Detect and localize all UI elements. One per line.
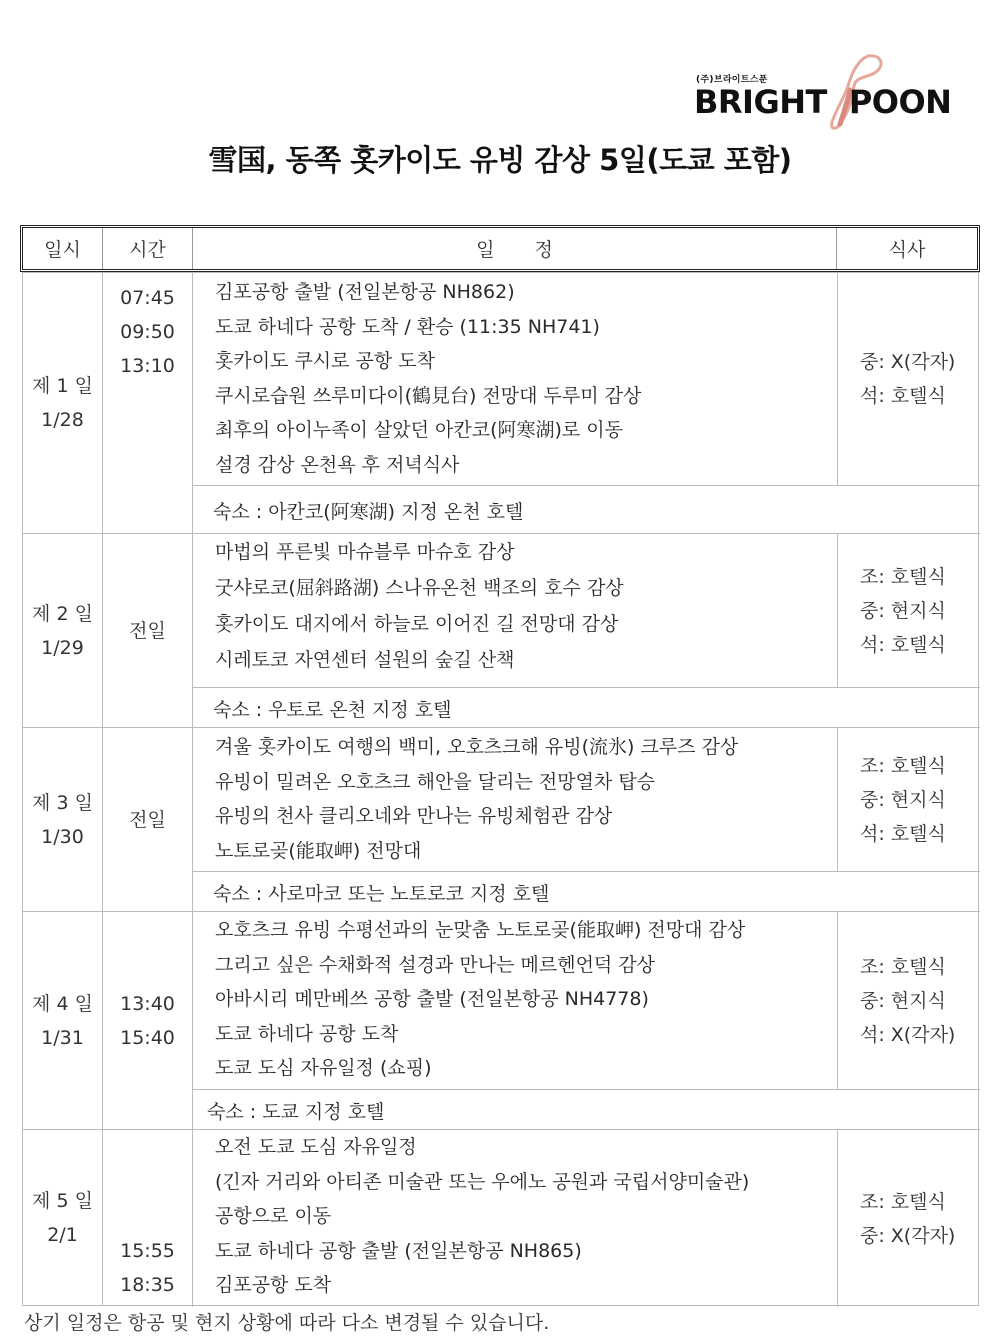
schedule-cell: [215, 1130, 835, 1307]
meal-item: 조: 호텔식: [860, 754, 946, 777]
time-cell: [103, 273, 193, 534]
header-meal: 식사: [888, 239, 926, 261]
schedule-item: 마법의 푸른빛 마슈블루 마슈호 감상: [215, 541, 515, 563]
day-row-3: [23, 727, 980, 911]
day-row-1: [23, 272, 980, 533]
schedule-cell: [215, 912, 835, 1089]
time-value: 15:40: [120, 1027, 175, 1049]
schedule-item: 굿샤로코(屈斜路湖) 스나유온천 백조의 호수 감상: [215, 577, 624, 599]
brand-logo: [692, 52, 972, 132]
time-cell: [103, 912, 193, 1130]
meal-cell: [837, 912, 980, 1089]
day-cell: [23, 1130, 103, 1306]
time-cell: [103, 534, 193, 728]
meal-item: 석: X(각자): [860, 1023, 956, 1046]
meal-item: 중: X(각자): [860, 351, 956, 373]
time-value: 15:55: [120, 1240, 175, 1262]
time-value: 13:10: [120, 355, 175, 377]
schedule-item: 설경 감상 온천욕 후 저녁식사: [215, 453, 460, 476]
meal-cell: [837, 534, 980, 687]
header-time: 시간: [103, 228, 193, 269]
schedule-item: 유빙이 밀려온 오호츠크 해안을 달리는 전망열차 탑승: [215, 770, 656, 793]
schedule-item: 노토로곶(能取岬) 전망대: [215, 839, 422, 862]
meal-item: 석: 호텔식: [860, 822, 946, 845]
hotel-row: [193, 871, 980, 912]
day-label: 제 5 일: [32, 1190, 93, 1212]
meal-cell: [837, 728, 980, 871]
time-cell: [103, 1130, 193, 1307]
day-date: 1/29: [41, 636, 84, 659]
time-value: 13:40: [120, 993, 175, 1015]
time-cell: [103, 728, 193, 912]
day-label: 제 4 일: [32, 992, 93, 1015]
day-cell: [23, 912, 103, 1129]
page-title: 雪国, 동쪽 홋카이도 유빙 감상 5일(도쿄 포함): [208, 143, 792, 177]
schedule-cell: [215, 728, 835, 871]
logo-text-left: BRIGHT: [694, 83, 827, 121]
header-schedule: [193, 228, 837, 269]
schedule-item: 오호츠크 유빙 수평선과의 눈맞춤 노토로곶(能取岬) 전망대 감상: [215, 919, 746, 941]
schedule-item: 유빙의 천사 클리오네와 만나는 유빙체험관 감상: [215, 805, 613, 827]
meal-item: 중: X(각자): [860, 1224, 956, 1247]
hotel-text: 숙소 : 아칸코(阿寒湖) 지정 온천 호텔: [213, 500, 524, 523]
day-date: 1/30: [41, 825, 84, 848]
day-label: 제 3 일: [32, 791, 93, 814]
schedule-item: 오전 도쿄 도심 자유일정: [215, 1136, 417, 1158]
schedule-item: 홋카이도 쿠시로 공항 도착: [215, 350, 436, 372]
time-value: 18:35: [120, 1274, 175, 1296]
header-schedule-a: 일: [476, 239, 495, 261]
meal-item: 석: 호텔식: [860, 633, 946, 656]
day-cell: [23, 534, 103, 727]
hotel-text: 숙소 : 사로마코 또는 노토로코 지정 호텔: [213, 882, 550, 905]
day-row-4: [23, 911, 980, 1129]
day-cell: [23, 273, 103, 533]
day-date: 1/28: [41, 409, 84, 431]
day-date: 1/31: [41, 1026, 84, 1049]
day-cell: [23, 728, 103, 911]
schedule-cell: [215, 273, 835, 485]
schedule-item: (긴자 거리와 아티존 미술관 또는 우에노 공원과 국립서양미술관): [215, 1170, 750, 1193]
schedule-item: 도쿄 하네다 공항 도착: [215, 1022, 399, 1045]
schedule-item: 최후의 아이누족이 살았던 아칸코(阿寒湖)로 이동: [215, 419, 624, 441]
hotel-text: 숙소 : 도쿄 지정 호텔: [207, 1100, 385, 1123]
logo-text-right: POON: [848, 83, 952, 121]
hotel-row: [193, 485, 980, 534]
day-row-5: [23, 1129, 980, 1306]
time-value: 전일: [129, 620, 166, 642]
meal-cell: [837, 1130, 980, 1307]
time-value: 전일: [129, 809, 166, 831]
logo-corp-name: (주)브라이트스푼: [696, 75, 768, 85]
time-value: 07:45: [120, 287, 175, 309]
table-header: [20, 225, 980, 272]
schedule-item: 도쿄 하네다 공항 도착 / 환승 (11:35 NH741): [215, 315, 600, 338]
hotel-text: 숙소 : 우토로 온천 지정 호텔: [213, 698, 452, 721]
day-date: 2/1: [47, 1224, 78, 1246]
schedule-item: 홋카이도 대지에서 하늘로 이어진 길 전망대 감상: [215, 613, 619, 635]
meal-item: 조: 호텔식: [860, 955, 946, 978]
schedule-item: 겨울 홋카이도 여행의 백미, 오호츠크해 유빙(流氷) 크루즈 감상: [215, 736, 739, 758]
day-label: 제 2 일: [32, 602, 93, 625]
header-day: 일시: [23, 228, 103, 269]
meal-item: 중: 현지식: [860, 599, 946, 622]
meal-item: 조: 호텔식: [860, 565, 946, 588]
schedule-item: 쿠시로습원 쓰루미다이(鶴見台) 전망대 두루미 감상: [215, 384, 642, 407]
schedule-item: 김포공항 출발 (전일본항공 NH862): [215, 281, 515, 303]
schedule-item: 아바시리 메만베쓰 공항 출발 (전일본항공 NH4778): [215, 988, 649, 1010]
header-schedule-b: 정: [534, 239, 553, 261]
schedule-item: 시레토코 자연센터 설원의 숲길 산책: [215, 649, 515, 671]
meal-item: 중: 현지식: [860, 788, 946, 811]
hotel-row: [193, 1089, 980, 1130]
day-row-2: [23, 533, 980, 727]
meal-item: 석: 호텔식: [860, 385, 946, 407]
schedule-item: 공항으로 이동: [215, 1205, 332, 1227]
itinerary-table: [22, 272, 979, 1306]
hotel-row: [193, 687, 980, 728]
footnote: 상기 일정은 항공 및 현지 상황에 따라 다소 변경될 수 있습니다.: [24, 1312, 550, 1334]
logo-wordmark: [694, 82, 951, 122]
meal-item: 중: 현지식: [860, 989, 946, 1012]
time-value: 09:50: [120, 321, 175, 343]
schedule-item: 도쿄 도심 자유일정 (쇼핑): [215, 1057, 432, 1079]
meal-cell: [837, 273, 980, 485]
schedule-item: 그리고 싶은 수채화적 설경과 만나는 메르헨언덕 감상: [215, 953, 656, 976]
meal-item: 조: 호텔식: [860, 1190, 946, 1213]
schedule-cell: [215, 534, 835, 687]
schedule-item: 도쿄 하네다 공항 출발 (전일본항공 NH865): [215, 1239, 582, 1262]
day-label: 제 1 일: [32, 375, 93, 397]
schedule-item: 김포공항 도착: [215, 1274, 332, 1296]
